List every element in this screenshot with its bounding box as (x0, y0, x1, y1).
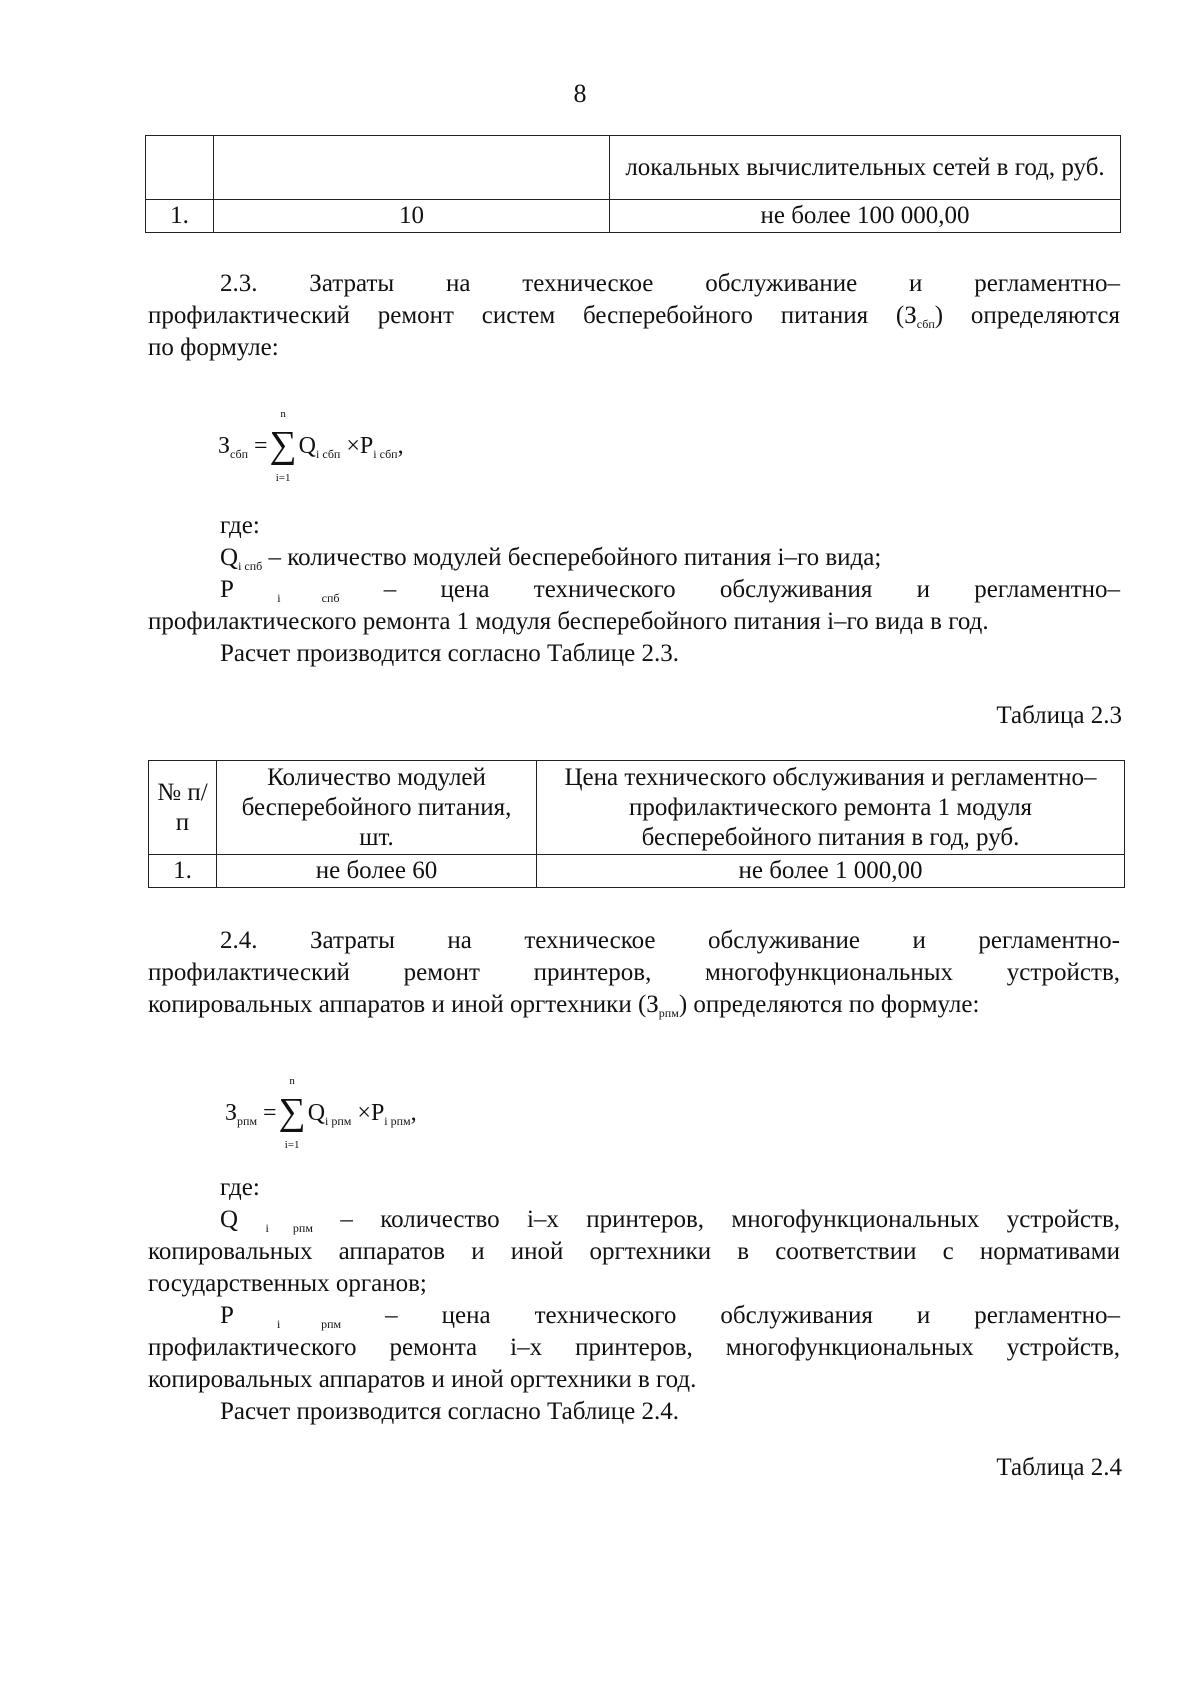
definition-text: – количество модулей бесперебойного питания i–го вида; (262, 544, 882, 571)
table-cell: не более 60 (217, 855, 537, 888)
symbol: Q (220, 1206, 239, 1233)
paragraph-line: копировальных аппаратов и иной оргтехники в год. (148, 1366, 697, 1393)
text-span: профилактический ремонт систем бесперебойного питания (З (148, 302, 917, 329)
formula-p: P (359, 433, 374, 459)
page-number: 8 (573, 79, 587, 108)
table-row (146, 136, 1121, 200)
formula-tail: , (397, 433, 404, 459)
table-cell: локальных вычислительных сетей в год, руб. (610, 136, 1121, 200)
table-cell: 1. (149, 855, 217, 888)
formula-zrpm (225, 1075, 417, 1151)
table-cell: 1. (146, 200, 214, 233)
table-caption: Таблица 2.4 (996, 1454, 1122, 1481)
paragraph-line: по формуле: (148, 334, 279, 361)
paragraph-line: профилактического ремонта i–х принтеров, многофункциональных устройств, (148, 1334, 1120, 1361)
text-span: копировальных аппаратов и иной оргтехники (З (148, 991, 659, 1018)
symbol: Q (220, 544, 239, 571)
table-cell: не более 100 000,00 (610, 200, 1121, 233)
where-label: где: (220, 512, 260, 539)
table-row (146, 200, 1121, 233)
text-span: ) определяются по формуле: (678, 991, 980, 1018)
formula-p: P (370, 1100, 385, 1126)
table-header-cell: № п/п (149, 761, 217, 855)
paragraph-line (148, 989, 1120, 1021)
subscript: рпм (658, 1006, 679, 1020)
paragraph-line: копировальных аппаратов и иной оргтехники в соответствии с нормативами (148, 1238, 1120, 1265)
subscript: i рпм (325, 1114, 352, 1128)
table-cell (214, 136, 610, 200)
subscript: i спб (277, 591, 340, 605)
times-sign: × (346, 433, 360, 459)
subscript: i сбп (373, 447, 398, 461)
paragraph-line: профилактический ремонт принтеров, многофункциональных устройств, (148, 959, 1120, 986)
table-cell (146, 136, 214, 200)
table-caption: Таблица 2.3 (996, 702, 1122, 729)
subscript: i рпм (277, 1317, 342, 1331)
definition-p (148, 1300, 1120, 1332)
formula-tail: , (410, 1100, 417, 1126)
subscript: сбп (916, 317, 935, 331)
paragraph-line (148, 300, 1120, 332)
text-span: ) определяются (934, 302, 1121, 329)
definition-text: – цена технического обслуживания и регламентно– (383, 576, 1121, 603)
sum-upper-limit: n (289, 1075, 295, 1087)
where-label: где: (220, 1174, 260, 1201)
table-header-cell: Цена технического обслуживания и регламентно–профилактического ремонта 1 модуля бесперебойного питания в год, руб. (537, 761, 1125, 855)
table-row (149, 855, 1125, 888)
sum-upper-limit: n (280, 408, 286, 420)
definition-text: – цена технического обслуживания и регламентно– (341, 1302, 1121, 1329)
definition-q (148, 542, 1120, 574)
table-2-3 (148, 760, 1125, 888)
paragraph-line: 2.4. Затраты на техническое обслуживание и регламентно- (220, 927, 1120, 954)
definition-q (148, 1204, 1120, 1236)
table-continuation (145, 135, 1121, 233)
calculation-note: Расчет производится согласно Таблице 2.3. (220, 640, 679, 667)
subscript: i сбп (316, 447, 341, 461)
table-cell: не более 1 000,00 (537, 855, 1125, 888)
subscript: i спб (238, 559, 263, 573)
table-header-cell: Количество модулей бесперебойного питания, шт. (217, 761, 537, 855)
sum-symbol: ∑ n i=1 (269, 408, 297, 484)
sum-lower-limit: i=1 (275, 471, 291, 484)
subscript: рпм (237, 1114, 258, 1128)
formula-zsbp (218, 408, 404, 484)
definition-text: – количество i–х принтеров, многофункциональных устройств, (312, 1206, 1120, 1233)
symbol: P (220, 576, 233, 603)
section-2-3-definitions (148, 510, 1120, 670)
section-2-4-definitions (148, 1172, 1120, 1428)
formula-lhs: З (225, 1100, 238, 1126)
section-2-3-paragraph (148, 268, 1120, 364)
formula-q: Q (307, 1100, 326, 1126)
equals-sign: = (254, 433, 268, 459)
definition-p (148, 574, 1120, 606)
formula-lhs: З (218, 433, 231, 459)
times-sign: × (357, 1100, 371, 1126)
sum-lower-limit: i=1 (284, 1138, 300, 1151)
equals-sign: = (263, 1100, 277, 1126)
section-2-4-paragraph (148, 925, 1120, 1021)
formula-q: Q (298, 433, 317, 459)
sum-symbol: ∑ n i=1 (278, 1075, 306, 1151)
calculation-note: Расчет производится согласно Таблице 2.4. (220, 1398, 679, 1425)
subscript: сбп (230, 447, 249, 461)
symbol: P (220, 1302, 233, 1329)
paragraph-line: профилактического ремонта 1 модуля бесперебойного питания i–го вида в год. (148, 608, 989, 635)
subscript: i рпм (265, 1221, 313, 1235)
paragraph-line: 2.3. Затраты на техническое обслуживание и регламентно– (220, 270, 1120, 297)
table-header-row (149, 761, 1125, 855)
table-cell: 10 (214, 200, 610, 233)
subscript: i рпм (384, 1114, 411, 1128)
paragraph-line: государственных органов; (148, 1270, 427, 1297)
